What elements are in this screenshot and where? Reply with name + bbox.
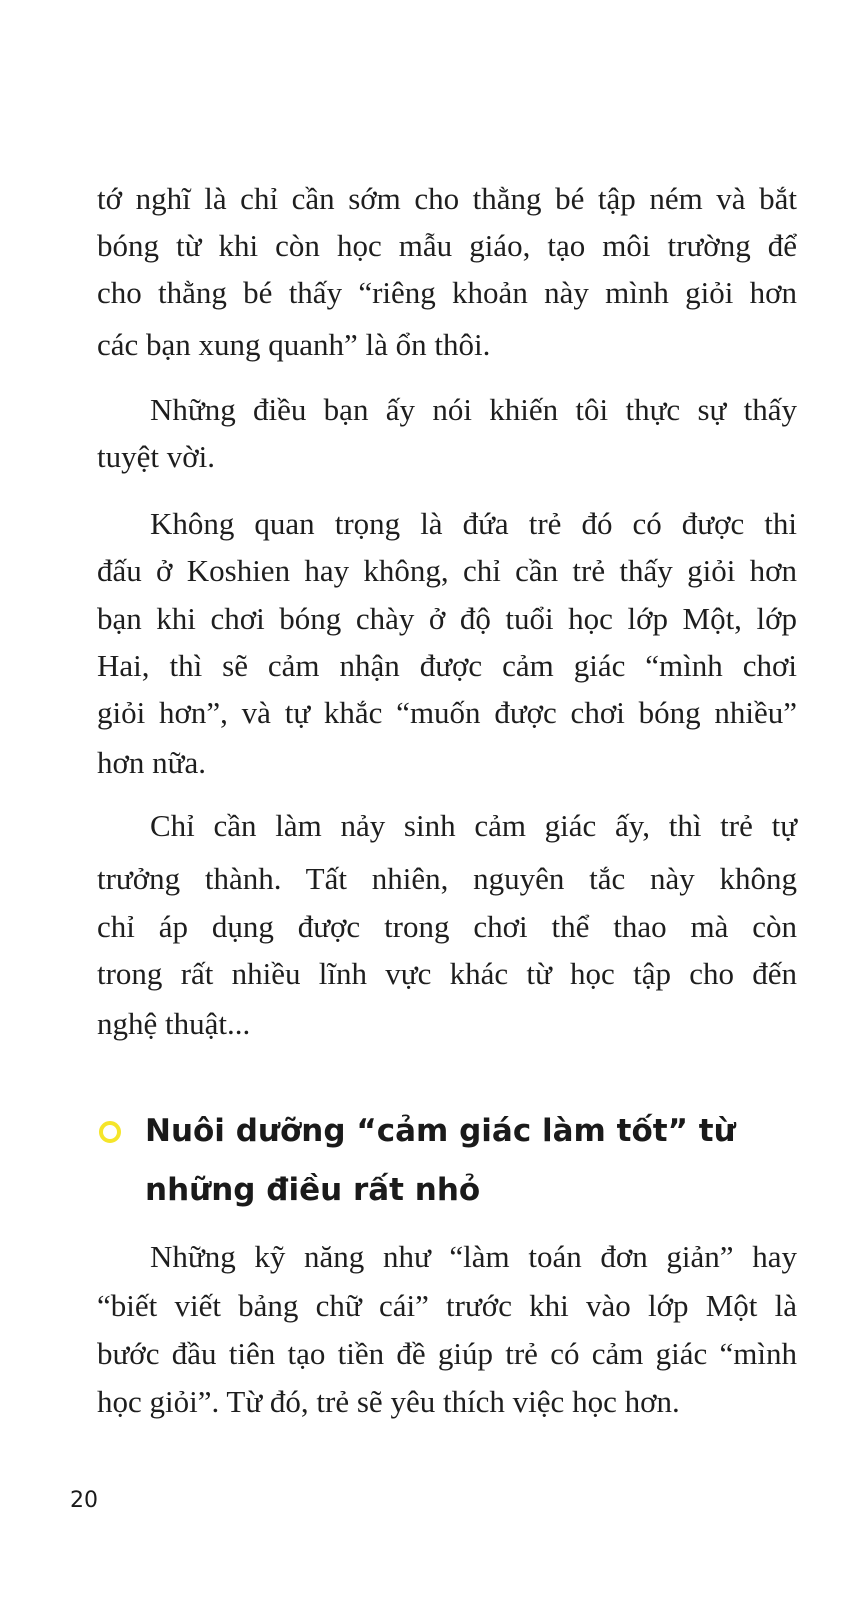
text-line: “biết viết bảng chữ cái” trước khi vào lớp Một là <box>97 1288 797 1323</box>
text-line: Không quan trọng là đứa trẻ đó có được thi <box>150 506 797 541</box>
text-line: các bạn xung quanh” là ổn thôi. <box>97 327 491 362</box>
text-line: Hai, thì sẽ cảm nhận được cảm giác “mình chơi <box>97 648 797 683</box>
text-line: bóng từ khi còn học mẫu giáo, tạo môi trường để <box>97 228 797 263</box>
heading-line: những điều rất nhỏ <box>145 1172 481 1208</box>
text-line: nghệ thuật... <box>97 1006 251 1041</box>
text-line: bước đầu tiên tạo tiền đề giúp trẻ có cảm giác “mình <box>97 1336 797 1371</box>
text-line: trong rất nhiều lĩnh vực khác từ học tập cho đến <box>97 956 797 991</box>
text-line: đấu ở Koshien hay không, chỉ cần trẻ thấy giỏi hơn <box>97 553 797 588</box>
page-number: 20 <box>70 1488 98 1513</box>
text-line: trưởng thành. Tất nhiên, nguyên tắc này không <box>97 861 797 896</box>
heading-line: Nuôi dưỡng “cảm giác làm tốt” từ <box>145 1113 736 1149</box>
text-line: Những điều bạn ấy nói khiến tôi thực sự thấy <box>150 392 797 427</box>
text-line: tuyệt vời. <box>97 439 215 474</box>
text-line: giỏi hơn”, và tự khắc “muốn được chơi bóng nhiều” <box>97 695 797 730</box>
text-line: Chỉ cần làm nảy sinh cảm giác ấy, thì trẻ tự <box>150 808 797 843</box>
text-line: cho thằng bé thấy “riêng khoản này mình giỏi hơn <box>97 275 797 310</box>
text-line: tớ nghĩ là chỉ cần sớm cho thằng bé tập ném và bắt <box>97 181 797 216</box>
text-line: học giỏi”. Từ đó, trẻ sẽ yêu thích việc học hơn. <box>97 1384 680 1419</box>
text-line: hơn nữa. <box>97 745 206 780</box>
yellow-ring-bullet-icon <box>99 1121 121 1143</box>
text-line: Những kỹ năng như “làm toán đơn giản” hay <box>150 1239 797 1274</box>
text-line: chỉ áp dụng được trong chơi thể thao mà còn <box>97 909 797 944</box>
text-line: bạn khi chơi bóng chày ở độ tuổi học lớp Một, lớp <box>97 601 797 636</box>
